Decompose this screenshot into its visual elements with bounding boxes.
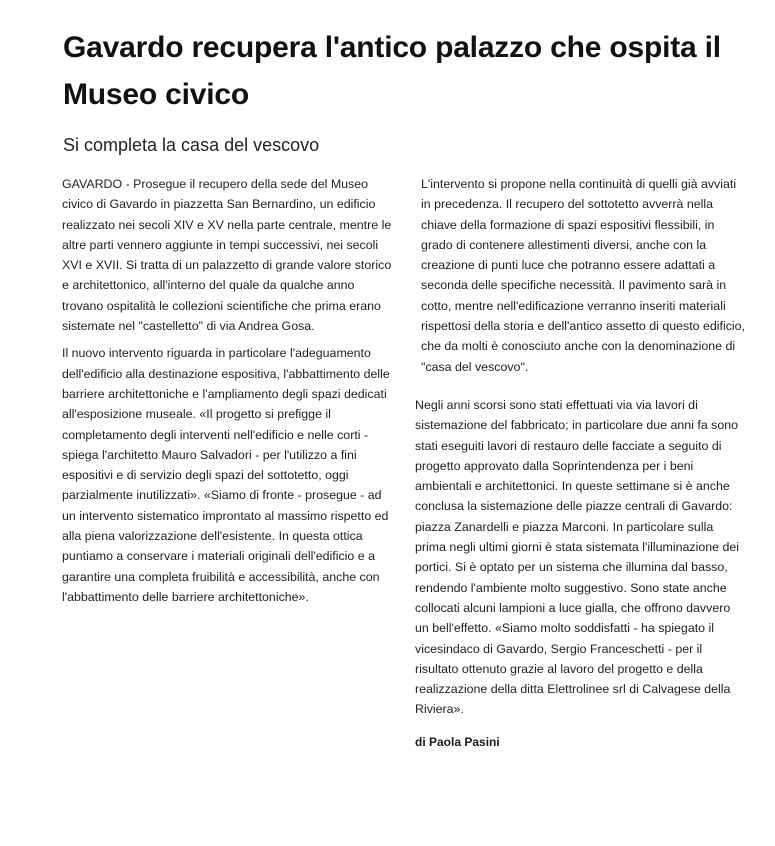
left-paragraph-1: GAVARDO - Prosegue il recupero della sede del Museo civico di Gavardo in piazzetta San Bernardino, un edificio realizzato nei secoli XIV e XV nella parte centrale, mentre le altre parti vennero aggiunte in tempi successivi, nei secoli XVI e XVII. Si tratta di un palazzetto di grande valore storico e architettonico, all'interno del quale da qualche anno trovano ospitalità le collezioni scientifiche che prima erano sistemate nel "castelletto" di via Andrea Gosa. [62, 177, 392, 334]
right-paragraph-2: Negli anni scorsi sono stati effettuati via via lavori di sistemazione del fabbricato; in particolare due anni fa sono stati eseguiti lavori di restauro delle facciate a seguito di progetto approvato dalla Soprintendenza per i beni ambientali e architettonici. In queste settimane si è anche conclusa la sistemazione delle piazze centrali di Gavardo: piazza Zanardelli e piazza Marconi. In particolare sulla prima negli ultimi giorni è stata sistemata l'illuminazione dei portici. Si è optato per un sistema che illumina dal basso, rendendo l'ambiente molto suggestivo. Sono state anche collocati alcuni lampioni a luce gialla, che offrono davvero un bell'effetto. «Siamo molto soddisfatti - ha spiegato il vicesindaco di Gavardo, Sergio Franceschetti - per il risultato ottenuto grazie al lavoro del progetto e della realizzazione della ditta Elettrolinee srl di Calvagese della Riviera». [415, 397, 739, 717]
left-paragraph-2: Il nuovo intervento riguarda in particolare l'adeguamento dell'edificio alla destinazione espositiva, l'abbattimento delle barriere architettoniche e l'ampliamento degli spazi dedicati all'esposizione museale. «Il progetto si prefigge il completamento degli interventi nell'edificio e nelle corti - spiega l'architetto Mauro Salvadori - per l'utilizzo a fini espositivi e di servizio degli spazi del sottotetto, oggi parzialmente inutilizzati». «Siamo di fronte - prosegue - ad un intervento sistematico improntato al massimo rispetto ed alla piena valorizzazione dell'esistente. In questa ottica puntiamo a conservare i materiali originali dell'edificio e a garantire una completa fruibilità e accessibilità, anche con l'abbattimento delle barriere architettoniche». [62, 346, 390, 604]
left-column [62, 174, 392, 614]
right-paragraph-1: L'intervento si propone nella continuità di quelli già avviati in precedenza. Il recupero del sottotetto avverrà nella chiave della formazione di spazi espositivi flessibili, in grado di contenere allestimenti diversi, anche con la creazione di punti luce che potranno essere adattati a seconda delle specifiche necessità. Il pavimento sarà in cotto, mentre nell'edificazione verranno inseriti materiali rispettosi della storia e dell'antico assetto di questo edificio, che da molti è conosciuto anche con la denominazione di "casa del vescovo". [421, 177, 746, 374]
right-column [415, 174, 747, 759]
headline: Gavardo recupera l'antico palazzo che ospita il Museo civico [63, 31, 721, 111]
byline: di Paola Pasini [415, 734, 500, 749]
subtitle: Si completa la casa del vescovo [63, 135, 320, 155]
